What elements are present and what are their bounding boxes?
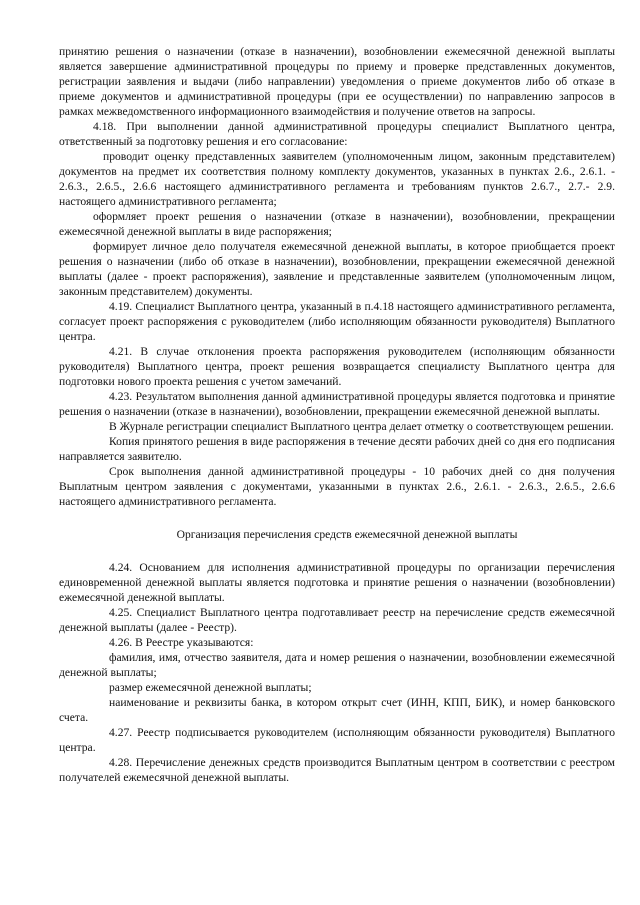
document-page (59, 44, 615, 785)
paragraph-check-docs: проводит оценку представленных заявителем (уполномоченным лицом, законным представителем) документов на предмет их соответствия полному комплекту документов, указанных в пунктах 2.6., 2.6.1. - 2.6.3., 2.6.5., 2.6.6 настоящего административного регламента и требованиям пунктов 2.6.7., 2.7.- 2.9. настоящего административного регламента; (59, 150, 615, 208)
paragraph-4-19: 4.19. Специалист Выплатного центра, указанный в п.4.18 настоящего административного регламента, согласует проект распоряжения с руководителем (либо исполняющим обязанности руководителя) Выплатного центра. (59, 300, 615, 343)
paragraph-draft-decision: оформляет проект решения о назначении (отказе в назначении), возобновлении, прекращении ежемесячной денежной выплаты в виде распоряжения; (59, 210, 615, 238)
paragraph-registry-amount: размер ежемесячной денежной выплаты; (109, 681, 312, 694)
section-heading: Организация перечисления средств ежемесячной денежной выплаты (176, 528, 518, 541)
paragraph-4-28: 4.28. Перечисление денежных средств производится Выплатным центром в соответствии с реестром получателей ежемесячной денежной выплаты. (59, 756, 615, 784)
paragraph-4-27: 4.27. Реестр подписывается руководителем (исполняющим обязанности руководителя) Выплатного центра. (59, 726, 615, 754)
paragraph-journal: В Журнале регистрации специалист Выплатного центра делает отметку о соответствующем решении. (109, 420, 614, 433)
paragraph-copy: Копия принятого решения в виде распоряжения в течение десяти рабочих дней со дня его подписания направляется заявителю. (59, 435, 615, 463)
paragraph-term: Срок выполнения данной административной процедуры - 10 рабочих дней со дня получения Выплатным центром заявления с документами, указанными в пунктах 2.6., 2.6.1. - 2.6.3., 2.6.5., 2.6.6 настоящего административного регламента. (59, 465, 615, 508)
paragraph-4-18: 4.18. При выполнении данной административной процедуры специалист Выплатного центра, ответственный за подготовку решения и его согласование: (59, 120, 615, 148)
paragraph-1: принятию решения о назначении (отказе в назначении), возобновлении ежемесячной денежной выплаты является завершение административной процедуры по приему и проверке представленных документов, регистрации заявления и выдачи (либо направлении) уведомления о приеме документов либо об отказе в приеме документов и административной процедуры (при ее осуществлении) по направлению запросов в рамках межведомственного информационного взаимодействия и получение ответов на запросы. (59, 45, 615, 118)
paragraph-registry-bank: наименование и реквизиты банка, в котором открыт счет (ИНН, КПП, БИК), и номер банковского счета. (59, 696, 615, 724)
paragraph-4-26: 4.26. В Реестре указываются: (109, 636, 254, 649)
paragraph-4-25: 4.25. Специалист Выплатного центра подготавливает реестр на перечисление средств ежемесячной денежной выплаты (далее - Реестр). (59, 606, 615, 634)
paragraph-registry-name: фамилия, имя, отчество заявителя, дата и номер решения о назначении, возобновлении ежемесячной денежной выплаты; (59, 651, 615, 679)
paragraph-personal-file: формирует личное дело получателя ежемесячной денежной выплаты, в которое приобщается проект решения о назначении (либо об отказе в назначении), возобновлении, прекращении ежемесячной денежной выплаты (далее - проект распоряжения), заявление и представленные заявителем (уполномоченным лицом, законным представителем) документы. (59, 240, 615, 298)
paragraph-4-23: 4.23. Результатом выполнения данной административной процедуры является подготовка и принятие решения о назначении (отказе в назначении), возобновлении, прекращении ежемесячной денежной выплаты. (59, 390, 615, 418)
paragraph-4-21: 4.21. В случае отклонения проекта распоряжения руководителем (исполняющим обязанности руководителя) Выплатного центра, проект решения возвращается специалисту Выплатного центра для подготовки нового проекта решения с учетом замечаний. (59, 345, 615, 388)
paragraph-4-24: 4.24. Основанием для исполнения административной процедуры по организации перечисления единовременной денежной выплаты является подготовка и принятие решения о назначении (возобновлении) ежемесячной денежной выплаты. (59, 561, 615, 604)
